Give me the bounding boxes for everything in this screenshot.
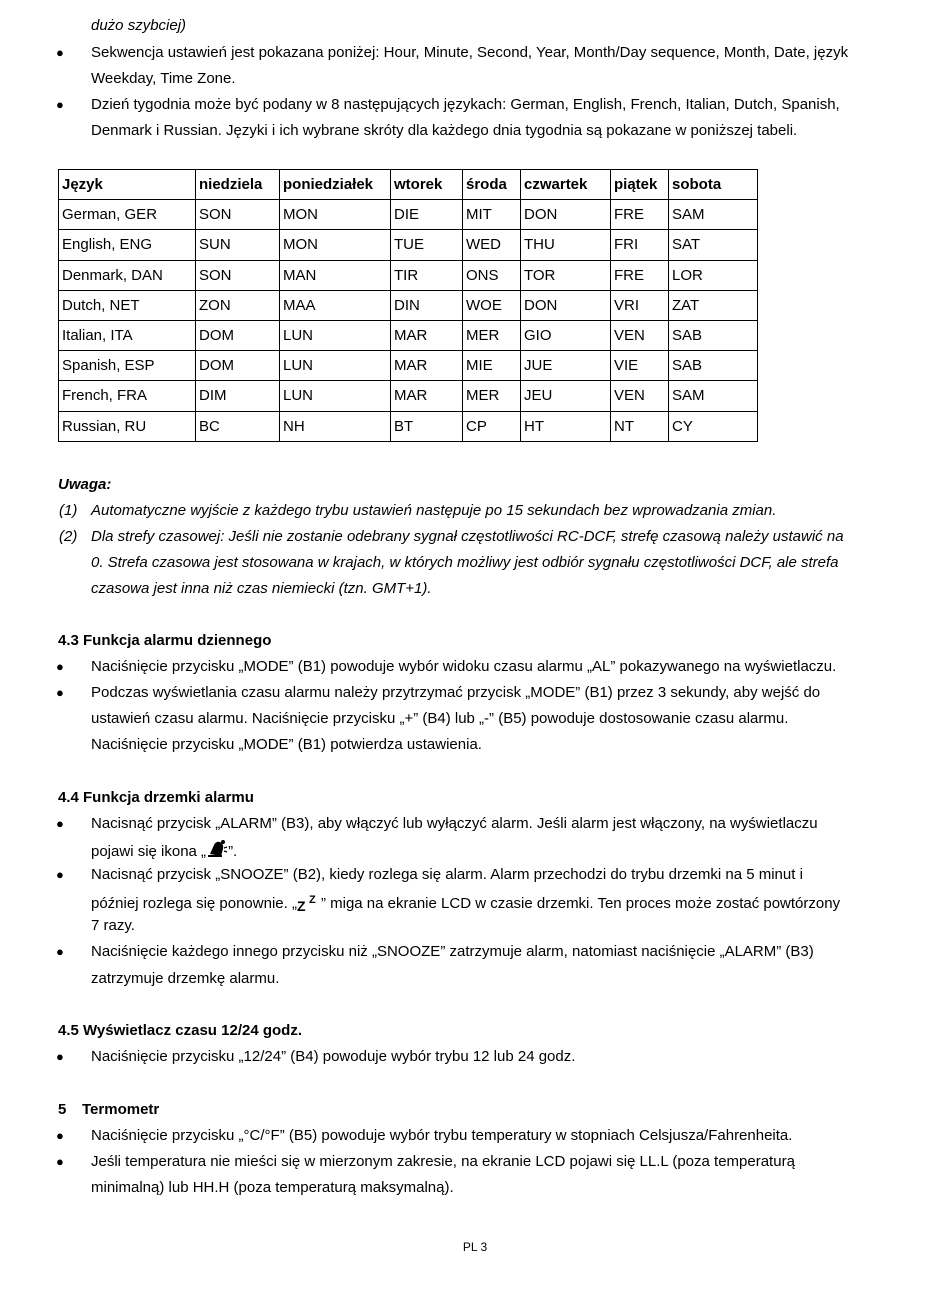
table-header-cell: poniedziałek: [280, 170, 391, 200]
table-cell: Dutch, NET: [59, 290, 196, 320]
table-cell: LUN: [280, 381, 391, 411]
table-cell: Denmark, DAN: [59, 260, 196, 290]
table-cell: HT: [521, 411, 611, 441]
table-header-cell: piątek: [611, 170, 669, 200]
bullet-icon: ●: [56, 45, 64, 60]
table-row: [59, 230, 758, 260]
table-header-cell: niedziela: [196, 170, 280, 200]
table-cell: French, FRA: [59, 381, 196, 411]
table-header-row: [59, 170, 758, 200]
table-cell: SON: [196, 200, 280, 230]
s5-bullet-2-line1: Jeśli temperatura nie mieści się w mierzonym zakresie, na ekranie LCD pojawi się LL.L (poza temperaturą: [91, 1153, 795, 1170]
table-row: [59, 260, 758, 290]
snooze-z-large: Z: [296, 898, 306, 915]
section-5-number: 5: [58, 1101, 67, 1118]
table-cell: TIR: [391, 260, 463, 290]
bullet-icon: ●: [56, 97, 64, 112]
s43-bullet-1: Naciśnięcie przycisku „MODE” (B1) powoduje wybór widoku czasu alarmu „AL” pokazywanego na wyświetlaczu.: [91, 658, 837, 675]
table-cell: English, ENG: [59, 230, 196, 260]
note-1-text: Automatyczne wyjście z każdego trybu ustawień następuje po 15 sekundach bez wprowadzania zmian.: [91, 502, 777, 519]
table-cell: JEU: [521, 381, 611, 411]
table-cell: FRE: [611, 200, 669, 230]
s43-bullet-2-line1: Podczas wyświetlania czasu alarmu należy przytrzymać przycisk „MODE” (B1) przez 3 sekundy, aby wejść do: [91, 684, 821, 701]
table-cell: LUN: [280, 351, 391, 381]
s45-bullet-1: Naciśnięcie przycisku „12/24” (B4) powoduje wybór trybu 12 lub 24 godz.: [91, 1048, 576, 1065]
table-cell: NT: [611, 411, 669, 441]
table-cell: MAR: [391, 320, 463, 350]
section-5-title: Termometr: [82, 1101, 160, 1118]
table-cell: THU: [521, 230, 611, 260]
table-cell: MAR: [391, 381, 463, 411]
s5-bullet-2-line2: minimalną) lub HH.H (poza temperaturą maksymalną).: [91, 1179, 454, 1196]
note-2-text-line3: czasowa jest inna niż czas niemiecki (tzn. GMT+1).: [91, 580, 432, 597]
table-cell: BT: [391, 411, 463, 441]
alarm-bell-icon: [206, 839, 228, 865]
section-4-3-title: 4.3 Funkcja alarmu dziennego: [58, 632, 272, 649]
table-cell: MER: [463, 381, 521, 411]
table-cell: MAR: [391, 351, 463, 381]
table-cell: VEN: [611, 320, 669, 350]
section-4-5-title: 4.5 Wyświetlacz czasu 12/24 godz.: [58, 1022, 302, 1039]
table-cell: SAB: [669, 351, 758, 381]
table-cell: DIM: [196, 381, 280, 411]
table-row: [59, 290, 758, 320]
s44-bullet-1-line1: Nacisnąć przycisk „ALARM” (B3), aby włączyć lub wyłączyć alarm. Jeśli alarm jest włączony, na wyświetlaczu: [91, 815, 818, 832]
table-cell: FRE: [611, 260, 669, 290]
languages-text-line1: Dzień tygodnia może być podany w 8 następujących językach: German, English, French, Italian, Dutch, Spanish,: [91, 96, 840, 113]
sequence-text-line1: Sekwencja ustawień jest pokazana poniżej: Hour, Minute, Second, Year, Month/Day sequence, Month, Date, język: [91, 44, 849, 61]
table-header-cell: czwartek: [521, 170, 611, 200]
bullet-icon: ●: [56, 816, 64, 831]
page-number: PL 3: [462, 1240, 488, 1254]
bullet-icon: ●: [56, 659, 64, 674]
table-cell: TOR: [521, 260, 611, 290]
languages-text-line2: Denmark i Russian. Języki i ich wybrane skróty dla każdego dnia tygodnia są pokazane w poniższej tabeli.: [91, 122, 798, 139]
table-cell: SAT: [669, 230, 758, 260]
s44-text: ”.: [228, 842, 238, 860]
table-cell: MAA: [280, 290, 391, 320]
s44-text: później rozlega się ponownie. „: [91, 895, 297, 912]
table-header-cell: wtorek: [391, 170, 463, 200]
bullet-icon: ●: [56, 944, 64, 959]
table-cell: DIN: [391, 290, 463, 320]
s43-bullet-2-line3: Naciśnięcie przycisku „MODE” (B1) potwierdza ustawienia.: [91, 736, 482, 753]
sequence-text-line2: Weekday, Time Zone.: [91, 70, 236, 87]
table-header-cell: sobota: [669, 170, 758, 200]
table-cell: VRI: [611, 290, 669, 320]
table-cell: MIE: [463, 351, 521, 381]
table-cell: VIE: [611, 351, 669, 381]
table-cell: DOM: [196, 351, 280, 381]
table-cell: DON: [521, 290, 611, 320]
table-cell: WOE: [463, 290, 521, 320]
table-cell: German, GER: [59, 200, 196, 230]
table-cell: MER: [463, 320, 521, 350]
table-cell: MON: [280, 230, 391, 260]
table-cell: SON: [196, 260, 280, 290]
s44-bullet-3-line1: Naciśnięcie każdego innego przycisku niż „SNOOZE” zatrzymuje alarm, natomiast naciśnięcie „ALARM” (B3): [91, 943, 814, 960]
s44-bullet-2-line2: [91, 894, 840, 914]
bullet-icon: ●: [56, 685, 64, 700]
table-cell: CY: [669, 411, 758, 441]
table-cell: BC: [196, 411, 280, 441]
s5-bullet-1: Naciśnięcie przycisku „°C/°F” (B5) powoduje wybór trybu temperatury w stopniach Celsjusza/Fahrenheita.: [91, 1127, 793, 1144]
table-cell: CP: [463, 411, 521, 441]
s44-bullet-1-line2: [91, 839, 237, 865]
table-cell: LUN: [280, 320, 391, 350]
table-cell: SAB: [669, 320, 758, 350]
bullet-icon: ●: [56, 1154, 64, 1169]
table-cell: LOR: [669, 260, 758, 290]
bullet-icon: ●: [56, 1128, 64, 1143]
note-marker: (1): [59, 502, 78, 519]
weekday-language-table: [58, 169, 758, 442]
s44-text: pojawi się ikona „: [91, 842, 207, 860]
table-row: [59, 320, 758, 350]
table-cell: Spanish, ESP: [59, 351, 196, 381]
table-cell: DON: [521, 200, 611, 230]
note-2-text-line2: 0. Strefa czasowa jest stosowana w krajach, w których możliwy jest odbiór sygnału częstotliwości DCF, ale strefa: [91, 554, 839, 571]
s43-bullet-2-line2: ustawień czasu alarmu. Naciśnięcie przycisku „+” (B4) lub „-” (B5) powoduje dostosowanie czasu alarmu.: [91, 710, 789, 727]
s44-bullet-2-line3: 7 razy.: [91, 917, 135, 934]
s44-bullet-3-line2: zatrzymuje drzemkę alarmu.: [91, 970, 280, 987]
note-title: Uwaga:: [58, 476, 112, 493]
bullet-icon: ●: [56, 867, 64, 882]
table-cell: Italian, ITA: [59, 320, 196, 350]
table-cell: GIO: [521, 320, 611, 350]
snooze-zz-icon: [297, 894, 321, 914]
s44-text: ” miga na ekranie LCD w czasie drzemki. Ten proces może zostać powtórzony: [320, 895, 841, 912]
section-4-4-title: 4.4 Funkcja drzemki alarmu: [58, 789, 254, 806]
table-cell: DOM: [196, 320, 280, 350]
table-row: [59, 351, 758, 381]
table-cell: DIE: [391, 200, 463, 230]
table-cell: SUN: [196, 230, 280, 260]
table-cell: TUE: [391, 230, 463, 260]
table-cell: MIT: [463, 200, 521, 230]
table-cell: ZAT: [669, 290, 758, 320]
continuation-text: dużo szybciej): [91, 17, 187, 34]
table-header-cell: środa: [463, 170, 521, 200]
s44-bullet-2-line1: Nacisnąć przycisk „SNOOZE” (B2), kiedy rozlega się alarm. Alarm przechodzi do trybu drzemki na 5 minut i: [91, 866, 803, 883]
note-2-text-line1: Dla strefy czasowej: Jeśli nie zostanie odebrany sygnał częstotliwości RC-DCF, strefę czasową należy ustawić na: [91, 528, 844, 545]
table-cell: VEN: [611, 381, 669, 411]
table-cell: SAM: [669, 200, 758, 230]
table-row: [59, 200, 758, 230]
table-cell: Russian, RU: [59, 411, 196, 441]
table-cell: MAN: [280, 260, 391, 290]
table-cell: NH: [280, 411, 391, 441]
table-cell: WED: [463, 230, 521, 260]
table-cell: MON: [280, 200, 391, 230]
table-row: [59, 411, 758, 441]
table-cell: FRI: [611, 230, 669, 260]
note-marker: (2): [59, 528, 78, 545]
table-row: [59, 381, 758, 411]
snooze-z-small: Z: [308, 894, 316, 907]
table-cell: ONS: [463, 260, 521, 290]
table-cell: SAM: [669, 381, 758, 411]
table-header-cell: Język: [59, 170, 196, 200]
bullet-icon: ●: [56, 1049, 64, 1064]
table-cell: JUE: [521, 351, 611, 381]
table-cell: ZON: [196, 290, 280, 320]
